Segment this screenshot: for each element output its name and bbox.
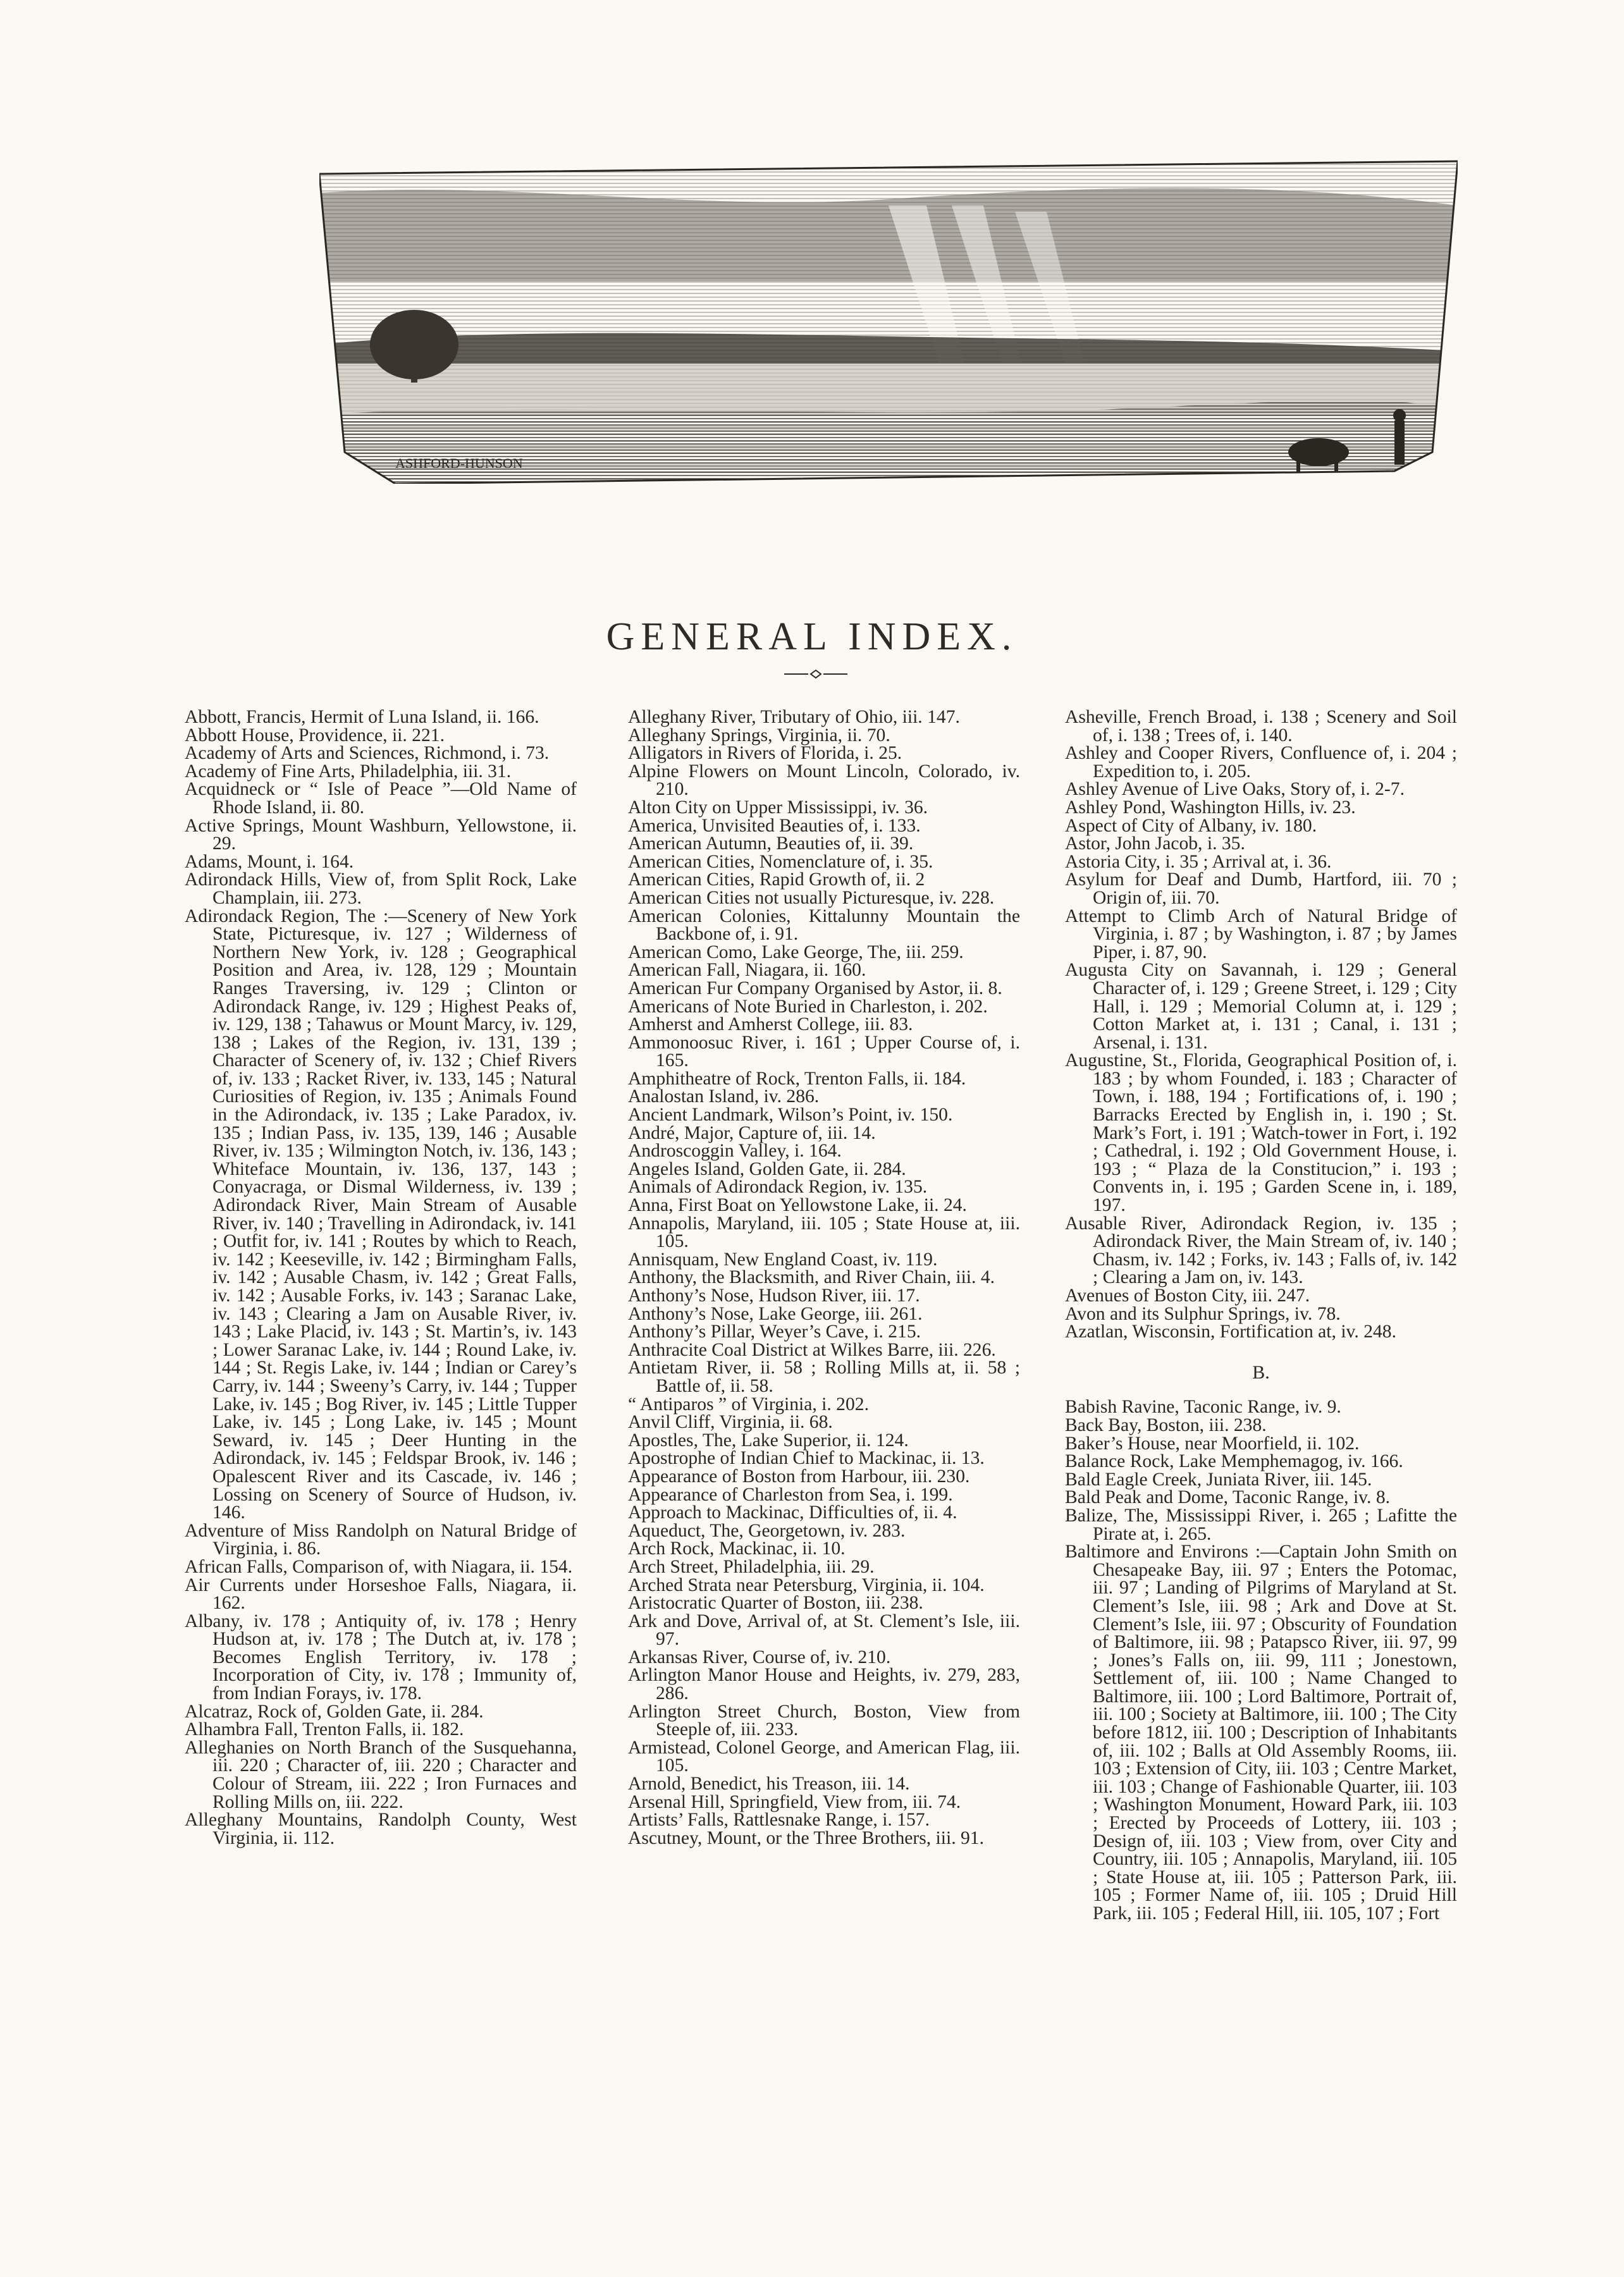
- index-entry: Americans of Note Buried in Charleston, i. 202.: [628, 996, 988, 1017]
- index-entry: American Autumn, Beauties of, ii. 39.: [628, 833, 914, 854]
- index-entry: Arch Street, Philadelphia, iii. 29.: [628, 1556, 875, 1577]
- index-entry: Anthracite Coal District at Wilkes Barre, iii. 226.: [628, 1339, 996, 1360]
- index-entry: Aristocratic Quarter of Boston, iii. 238.: [628, 1593, 923, 1614]
- index-entry: Appearance of Charleston from Sea, i. 199.: [628, 1484, 953, 1505]
- index-entry: Academy of Fine Arts, Philadelphia, iii. 31.: [185, 761, 512, 782]
- index-entry: Angeles Island, Golden Gate, ii. 284.: [628, 1158, 906, 1179]
- index-entry: Avon and its Sulphur Springs, iv. 78.: [1065, 1303, 1341, 1324]
- index-entry: Ashley Pond, Washington Hills, iv. 23.: [1065, 797, 1356, 818]
- index-entry: Alhambra Fall, Trenton Falls, ii. 182.: [185, 1719, 464, 1740]
- index-entry: American Cities, Nomenclature of, i. 35.: [628, 851, 933, 872]
- index-entry: Balize, The, Mississippi River, i. 265 ; Lafitte the Pirate at, i. 265.: [1065, 1505, 1457, 1544]
- page-title: GENERAL INDEX.: [606, 615, 1018, 658]
- index-entry: Ark and Dove, Arrival of, at St. Clement’s Isle, iii. 97.: [628, 1611, 1020, 1650]
- index-entry: Alleghanies on North Branch of the Susquehanna, iii. 220 ; Character of, iii. 220 ; Character and Colour of Stream, iii. 222 ; Iron Furnaces and Rolling Mills on, iii. 222.: [185, 1737, 577, 1812]
- index-entry: Arch Rock, Mackinac, ii. 10.: [628, 1538, 846, 1559]
- index-entry: Acquidneck or “ Isle of Peace ”—Old Name of Rhode Island, ii. 80.: [185, 779, 577, 818]
- index-entry: Apostles, The, Lake Superior, ii. 124.: [628, 1430, 909, 1451]
- index-entry: Aspect of City of Albany, iv. 180.: [1065, 815, 1317, 836]
- index-column-2: [628, 708, 1020, 1847]
- index-entry: Augustine, St., Florida, Geographical Position of, i. 183 ; by whom Founded, i. 183 ; Character of Town, i. 188, 194 ; Fortifications of, i. 190 ; Barracks Erected by English in, i. 190 ; St. Mark’s Fort, i. 191 ; Watch-tower in Fort, i. 192 ; Cathedral, i. 192 ; Old Government House, i. 193 ; “ Plaza de la Constitucion,” i. 193 ; Convents in, i. 195 ; Garden Scene in, i. 189, 197.: [1065, 1050, 1457, 1216]
- index-entry: Ashley and Cooper Rivers, Confluence of, i. 204 ; Expedition to, i. 205.: [1065, 743, 1457, 782]
- index-entry: Arlington Manor House and Heights, iv. 279, 283, 286.: [628, 1665, 1020, 1704]
- index-entry: André, Major, Capture of, iii. 14.: [628, 1122, 876, 1143]
- index-entry: Amherst and Amherst College, iii. 83.: [628, 1014, 913, 1035]
- index-entry: Alleghany Mountains, Randolph County, West Virginia, ii. 112.: [185, 1810, 577, 1848]
- index-column-1: [185, 708, 577, 1847]
- index-entry: Baker’s House, near Moorfield, ii. 102.: [1065, 1433, 1360, 1454]
- index-entry: Ascutney, Mount, or the Three Brothers, iii. 91.: [628, 1827, 985, 1848]
- index-entry: Androscoggin Valley, i. 164.: [628, 1141, 842, 1162]
- index-entry: Annapolis, Maryland, iii. 105 ; State House at, iii. 105.: [628, 1213, 1020, 1252]
- index-entry: Anthony, the Blacksmith, and River Chain, iii. 4.: [628, 1267, 995, 1288]
- index-entry: America, Unvisited Beauties of, i. 133.: [628, 815, 921, 836]
- index-entry: Academy of Arts and Sciences, Richmond, i. 73.: [185, 743, 550, 764]
- index-entry: Adirondack Hills, View of, from Split Rock, Lake Champlain, iii. 273.: [185, 869, 577, 908]
- index-entry: Active Springs, Mount Washburn, Yellowstone, ii. 29.: [185, 815, 577, 854]
- index-entry: Albany, iv. 178 ; Antiquity of, iv. 178 ; Henry Hudson at, iv. 178 ; The Dutch at, iv. 178 ; Becomes English Territory, iv. 178 ; Incorporation of City, iv. 178 ; Immunity of, from Indian Forays, iv. 178.: [185, 1611, 577, 1704]
- index-entry: African Falls, Comparison of, with Niagara, ii. 154.: [185, 1556, 573, 1577]
- index-entry: American Fall, Niagara, ii. 160.: [628, 960, 866, 981]
- index-entry: American Colonies, Kittalunny Mountain the Backbone of, i. 91.: [628, 905, 1020, 945]
- index-entry: Armistead, Colonel George, and American Flag, iii. 105.: [628, 1737, 1020, 1776]
- index-entry: Artists’ Falls, Rattlesnake Range, i. 157.: [628, 1810, 930, 1831]
- index-entry: Avenues of Boston City, iii. 247.: [1065, 1286, 1310, 1306]
- index-entry: Abbott House, Providence, ii. 221.: [185, 725, 445, 746]
- index-entry: American Como, Lake George, The, iii. 259.: [628, 942, 964, 962]
- index-entry: Anthony’s Nose, Lake George, iii. 261.: [628, 1303, 923, 1324]
- index-entry: Bald Peak and Dome, Taconic Range, iv. 8.: [1065, 1487, 1391, 1508]
- index-entry: Arkansas River, Course of, iv. 210.: [628, 1647, 891, 1667]
- index-entry: Balance Rock, Lake Memphemagog, iv. 166.: [1065, 1451, 1403, 1472]
- index-entry: Alpine Flowers on Mount Lincoln, Colorado, iv. 210.: [628, 761, 1020, 800]
- index-entry: Alleghany Springs, Virginia, ii. 70.: [628, 725, 890, 746]
- index-entry: American Fur Company Organised by Astor, ii. 8.: [628, 978, 1002, 998]
- index-entry: Asheville, French Broad, i. 138 ; Scenery and Soil of, i. 138 ; Trees of, i. 140.: [1065, 707, 1457, 746]
- index-entry: Arched Strata near Petersburg, Virginia, ii. 104.: [628, 1574, 985, 1595]
- index-entry: Attempt to Climb Arch of Natural Bridge of Virginia, i. 87 ; by Washington, i. 87 ; by James Piper, i. 87, 90.: [1065, 905, 1457, 962]
- index-entry: Back Bay, Boston, iii. 238.: [1065, 1415, 1267, 1435]
- index-entry: Astor, John Jacob, i. 35.: [1065, 833, 1245, 854]
- index-entry: Approach to Mackinac, Difficulties of, ii. 4.: [628, 1502, 957, 1523]
- index-entry: American Cities not usually Picturesque, iv. 228.: [628, 887, 995, 908]
- landscape-engraving: [319, 155, 1458, 484]
- index-entry: Anna, First Boat on Yellowstone Lake, ii. 24.: [628, 1195, 967, 1216]
- index-entry: Baltimore and Environs :—Captain John Smith on Chesapeake Bay, iii. 97 ; Enters the Potomac, iii. 97 ; Landing of Pilgrims of Maryland at St. Clement’s Isle, iii. 98 ; Ark and Dove at St. Clement’s Isle, iii. 97 ; Obscurity of Foundation of Baltimore, iii. 98 ; Patapsco River, iii. 97, 99 ; Jones’s Falls on, iii. 99, 111 ; Jonestown, Settlement of, iii. 100 ; Name Changed to Baltimore, iii. 100 ; Lord Baltimore, Portrait of, iii. 100 ; Society at Baltimore, iii. 100 ; The City before 1812, iii. 100 ; Description of Inhabitants of, iii. 102 ; Balls at Old Assembly Rooms, iii. 103 ; Extension of City, iii. 103 ; Centre Market, iii. 103 ; Change of Fashionable Quarter, iii. 103 ; Washington Monument, Howard Park, iii. 103 ; Erected by Proceeds of Lottery, iii. 103 ; Design of, iii. 103 ; View from, over City and Country, iii. 105 ; Annapolis, Maryland, iii. 105 ; State House at, iii. 105 ; Patterson Park, iii. 105 ; Former Name of, iii. 105 ; Druid Hill Park, iii. 105 ; Federal Hill, iii. 105, 107 ; Fort: [1065, 1542, 1457, 1924]
- index-entry: Adirondack Region, The :—Scenery of New York State, Picturesque, iv. 127 ; Wilderness of Northern New York, iv. 128 ; Geographical Position and Area, iv. 128, 129 ; Mountain Ranges Traversing, iv. 129 ; Clinton or Adirondack Range, iv. 129 ; Highest Peaks of, iv. 129, 138 ; Tahawus or Mount Marcy, iv. 129, 138 ; Lakes of the Region, iv. 131, 139 ; Character of Scenery of, iv. 132 ; Chief Rivers of, iv. 133 ; Racket River, iv. 133, 145 ; Natural Curiosities of Region, iv. 135 ; Animals Found in the Adirondack, iv. 135 ; Lake Paradox, iv. 135 ; Indian Pass, iv. 135, 139, 146 ; Ausable River, iv. 135 ; Wilmington Notch, iv. 136, 143 ; Whiteface Mountain, iv. 136, 137, 143 ; Conyacraga, or Dismal Wilderness, iv. 139 ; Adirondack River, Main Stream of Ausable River, iv. 140 ; Travelling in Adirondack, iv. 141 ; Outfit for, iv. 141 ; Routes by which to Reach, iv. 142 ; Keeseville, iv. 142 ; Birmingham Falls, iv. 142 ; Ausable Chasm, iv. 142 ; Great Falls, iv. 142 ; Ausable Forks, iv. 143 ; Saranac Lake, iv. 143 ; Clearing a Jam on Ausable River, iv. 143 ; Lake Placid, iv. 143 ; St. Martin’s, iv. 143 ; Lower Saranac Lake, iv. 144 ; Round Lake, iv. 144 ; St. Regis Lake, iv. 144 ; Indian or Carey’s Carry, iv. 144 ; Sweeny’s Carry, iv. 144 ; Tupper Lake, iv. 145 ; Bog River, iv. 145 ; Little Tupper Lake, iv. 145 ; Long Lake, iv. 145 ; Mount Seward, iv. 145 ; Deer Hunting in the Adirondack, iv. 145 ; Feldspar Brook, iv. 146 ; Opalescent River and its Cascade, iv. 146 ; Lossing on Scenery of Source of Hudson, iv. 146.: [185, 905, 577, 1523]
- index-entry: Alligators in Rivers of Florida, i. 25.: [628, 743, 902, 764]
- index-entry: Alton City on Upper Mississippi, iv. 36.: [628, 797, 928, 818]
- index-entry: Ausable River, Adirondack Region, iv. 135 ; Adirondack River, the Main Stream of, iv. 140 ; Chasm, iv. 142 ; Forks, iv. 143 ; Falls of, iv. 142 ; Clearing a Jam on, iv. 143.: [1065, 1213, 1457, 1288]
- index-entry: Alleghany River, Tributary of Ohio, iii. 147.: [628, 707, 960, 727]
- index-entry: Animals of Adirondack Region, iv. 135.: [628, 1177, 928, 1198]
- index-entry: Alcatraz, Rock of, Golden Gate, ii. 284.: [185, 1701, 484, 1722]
- index-entry: Analostan Island, iv. 286.: [628, 1086, 820, 1107]
- index-entry: Asylum for Deaf and Dumb, Hartford, iii. 70 ; Origin of, iii. 70.: [1065, 869, 1457, 908]
- index-entry: Bald Eagle Creek, Juniata River, iii. 145.: [1065, 1469, 1372, 1490]
- engraving-scene: [319, 155, 1458, 484]
- index-entry: Astoria City, i. 35 ; Arrival at, i. 36.: [1065, 851, 1332, 872]
- index-entry: Ashley Avenue of Live Oaks, Story of, i. 2-7.: [1065, 779, 1405, 800]
- index-entry: Azatlan, Wisconsin, Fortification at, iv. 248.: [1065, 1322, 1397, 1342]
- index-entry: Babish Ravine, Taconic Range, iv. 9.: [1065, 1397, 1341, 1418]
- index-entry: Appearance of Boston from Harbour, iii. 230.: [628, 1466, 970, 1487]
- engraving-caption: ASHFORD-HUNSON: [395, 455, 523, 471]
- index-entry: Antietam River, ii. 58 ; Rolling Mills at, ii. 58 ; Battle of, ii. 58.: [628, 1358, 1020, 1396]
- index-entry: Adventure of Miss Randolph on Natural Bridge of Virginia, i. 86.: [185, 1520, 577, 1559]
- index-entry: Abbott, Francis, Hermit of Luna Island, ii. 166.: [185, 707, 539, 727]
- index-entry: Annisquam, New England Coast, iv. 119.: [628, 1249, 938, 1270]
- index-entry: Arlington Street Church, Boston, View from Steeple of, iii. 233.: [628, 1701, 1020, 1740]
- index-entry: Amphitheatre of Rock, Trenton Falls, ii. 184.: [628, 1068, 966, 1089]
- index-entry: Ancient Landmark, Wilson’s Point, iv. 150.: [628, 1105, 953, 1126]
- index-entry: “ Antiparos ” of Virginia, i. 202.: [628, 1394, 869, 1415]
- section-heading-b: B.: [1252, 1361, 1270, 1383]
- index-entry: Augusta City on Savannah, i. 129 ; General Character of, i. 129 ; Greene Street, i. 129 ; City Hall, i. 129 ; Memorial Column at, i. 129 ; Cotton Market at, i. 131 ; Canal, i. 131 ; Arsenal, i. 131.: [1065, 960, 1457, 1053]
- index-entry: Adams, Mount, i. 164.: [185, 851, 354, 872]
- index-entry: Anvil Cliff, Virginia, ii. 68.: [628, 1412, 833, 1433]
- index-column-3: [1065, 708, 1457, 1923]
- index-entry: Aqueduct, The, Georgetown, iv. 283.: [628, 1520, 906, 1541]
- index-entry: Apostrophe of Indian Chief to Mackinac, ii. 13.: [628, 1448, 985, 1469]
- title-ornament: [784, 668, 847, 680]
- index-entry: Anthony’s Pillar, Weyer’s Cave, i. 215.: [628, 1322, 921, 1342]
- index-entry: Arsenal Hill, Springfield, View from, iii. 74.: [628, 1791, 961, 1812]
- index-entry: American Cities, Rapid Growth of, ii. 2: [628, 869, 925, 890]
- index-entry: Air Currents under Horseshoe Falls, Niagara, ii. 162.: [185, 1574, 577, 1614]
- index-entry: Arnold, Benedict, his Treason, iii. 14.: [628, 1774, 910, 1795]
- index-entry: Anthony’s Nose, Hudson River, iii. 17.: [628, 1286, 920, 1306]
- index-entry: Ammonoosuc River, i. 161 ; Upper Course of, i. 165.: [628, 1032, 1020, 1071]
